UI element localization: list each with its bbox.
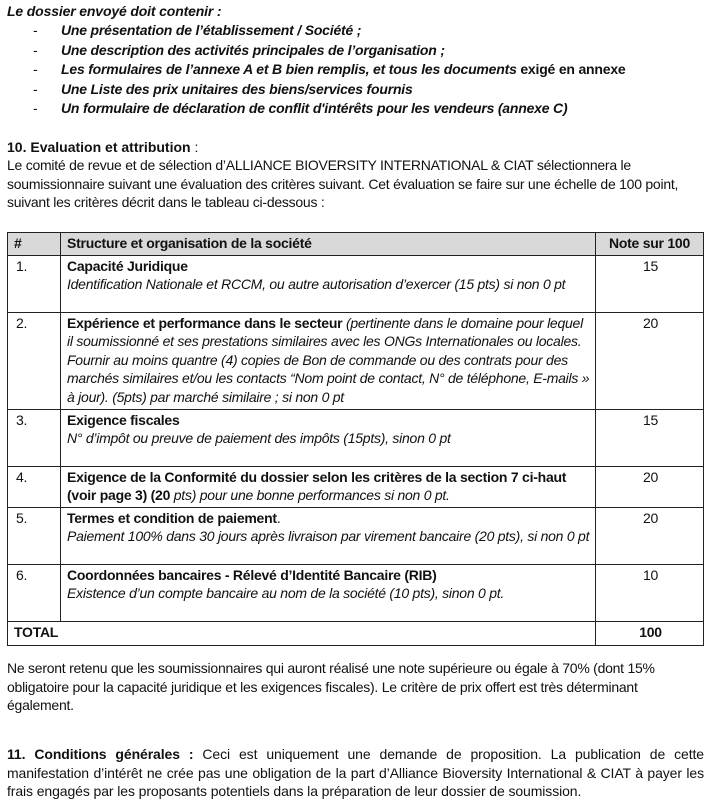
section-10-title-suffix: : bbox=[190, 139, 199, 155]
criterion-cell bbox=[61, 409, 596, 466]
criterion-description: (pertinente dans le domaine pour lequel il soumissionné et ses prestations similaires avec les ONGs Internationales ou locales. Fournir au moins quantre (4) copies de Bon de commande ou des contrats pour des marchés similaires et/ou les contacts “Nom point de contact, N° de téléphone, E-mails » à jour). (5pts) par marché similaire ; si non 0 pt bbox=[67, 314, 590, 405]
criterion-cell bbox=[61, 507, 596, 564]
criterion-title: Expérience et performance dans le secteur bbox=[67, 314, 343, 331]
table-row bbox=[8, 564, 704, 621]
table-row bbox=[8, 255, 704, 312]
list-item bbox=[33, 21, 626, 41]
section-11-body: Ceci est uniquement une demande de proposition. La publication de cette manifestation d’intérêt ne crée pas une obligation de la part d’Alliance Bioversity International & CIAT à payer les frais engagés par les proposants potentiels dans la préparation de leur dossier de soumission. bbox=[7, 746, 704, 799]
list-item-text: Les formulaires de l’annexe A et B bien remplis, et tous les documents bbox=[61, 61, 521, 77]
criterion-description: Existence d’un compte bancaire au nom de la société (10 pts), sinon 0 pt. bbox=[67, 585, 505, 601]
criterion-description: Paiement 100% dans 30 jours après livraison par virement bancaire (20 pts), si non 0 pt bbox=[67, 528, 590, 544]
list-dash: - bbox=[33, 41, 38, 58]
criterion-score: 15 bbox=[596, 409, 704, 466]
total-value: 100 bbox=[596, 621, 704, 645]
section-11-title: 11. Conditions générales : bbox=[7, 746, 194, 762]
list-item bbox=[33, 41, 626, 61]
criterion-score: 20 bbox=[596, 312, 704, 409]
row-number: 4. bbox=[8, 466, 61, 507]
criterion-title: Capacité Juridique bbox=[67, 257, 188, 274]
list-item-text: Une présentation de l’établissement / Société ; bbox=[61, 22, 362, 38]
criterion-score: 20 bbox=[596, 466, 704, 507]
list-dash: - bbox=[33, 80, 38, 97]
list-item bbox=[33, 60, 626, 80]
total-label: TOTAL bbox=[8, 621, 596, 645]
list-item-text: Un formulaire de déclaration de conflit d'intérêts pour les vendeurs (annexe C) bbox=[61, 100, 568, 116]
table-header-row bbox=[8, 233, 704, 256]
section-10-title: 10. Evaluation et attribution bbox=[7, 139, 191, 155]
required-documents-list bbox=[33, 21, 626, 119]
row-number: 6. bbox=[8, 564, 61, 621]
criterion-description: Identification Nationale et RCCM, ou autre autorisation d’exercer (15 pts) si non 0 pt bbox=[67, 276, 566, 292]
table-row bbox=[8, 312, 704, 409]
criterion-title: Termes et condition de paiement bbox=[67, 509, 277, 526]
criterion-title: Exigence de la Conformité du dossier selon les critères de la section 7 ci-haut (voir page 3) (20 bbox=[67, 468, 567, 503]
row-number: 3. bbox=[8, 409, 61, 466]
evaluation-table bbox=[7, 232, 704, 646]
criterion-title: Exigence fiscales bbox=[67, 411, 180, 428]
criterion-cell bbox=[61, 255, 596, 312]
table-total-row bbox=[8, 621, 704, 645]
criterion-cell bbox=[61, 466, 596, 507]
criterion-cell bbox=[61, 312, 596, 409]
list-item-text: Une Liste des prix unitaires des biens/services fournis bbox=[61, 80, 413, 97]
criterion-title: Coordonnées bancaires - Rélevé d’Identité Bancaire (RIB) bbox=[67, 566, 437, 583]
column-header-note: Note sur 100 bbox=[596, 233, 704, 256]
row-number: 2. bbox=[8, 312, 61, 409]
required-documents-title: Le dossier envoyé doit contenir : bbox=[7, 3, 222, 19]
list-dash: - bbox=[33, 100, 38, 116]
table-row bbox=[8, 507, 704, 564]
criterion-score: 20 bbox=[596, 507, 704, 564]
list-item bbox=[33, 99, 626, 119]
list-item-text: Une description des activités principales de l’organisation ; bbox=[61, 41, 445, 58]
column-header-structure: Structure et organisation de la société bbox=[61, 233, 596, 256]
section-10-body: Le comité de revue et de sélection d’ALLIANCE BIOVERSITY INTERNATIONAL & CIAT sélectionnera le soumissionnaire suivant une évaluation des critères suivant. Cet évaluation se faire sur une échelle de 100 point, suivant les critères décrit dans le tableau ci-dessous : bbox=[7, 157, 679, 210]
list-item-suffix: exigé en annexe bbox=[520, 61, 626, 77]
table-row bbox=[8, 466, 704, 507]
row-number: 1. bbox=[8, 255, 61, 312]
list-item bbox=[33, 80, 626, 100]
list-dash: - bbox=[33, 22, 38, 38]
row-number: 5. bbox=[8, 507, 61, 564]
criterion-description: pts) pour une bonne performances si non 0 pt. bbox=[170, 487, 450, 503]
criterion-description: N° d’impôt ou preuve de paiement des impôts (15pts), sinon 0 pt bbox=[67, 430, 451, 446]
table-row bbox=[8, 409, 704, 466]
criterion-cell bbox=[61, 564, 596, 621]
list-dash: - bbox=[33, 61, 38, 77]
criterion-score: 10 bbox=[596, 564, 704, 621]
criterion-score: 15 bbox=[596, 255, 704, 312]
criterion-title-suffix: . bbox=[276, 509, 281, 526]
section-11-paragraph bbox=[7, 745, 704, 801]
selection-threshold-paragraph: Ne seront retenu que les soumissionnaires qui auront réalisé une note supérieure ou égale à 70% (dont 15% obligatoire pour la capacité juridique et les exigences fiscales). Le critère de prix offert est très déterminant également. bbox=[7, 660, 655, 713]
column-header-num: # bbox=[8, 233, 61, 256]
section-10-heading bbox=[7, 138, 198, 157]
